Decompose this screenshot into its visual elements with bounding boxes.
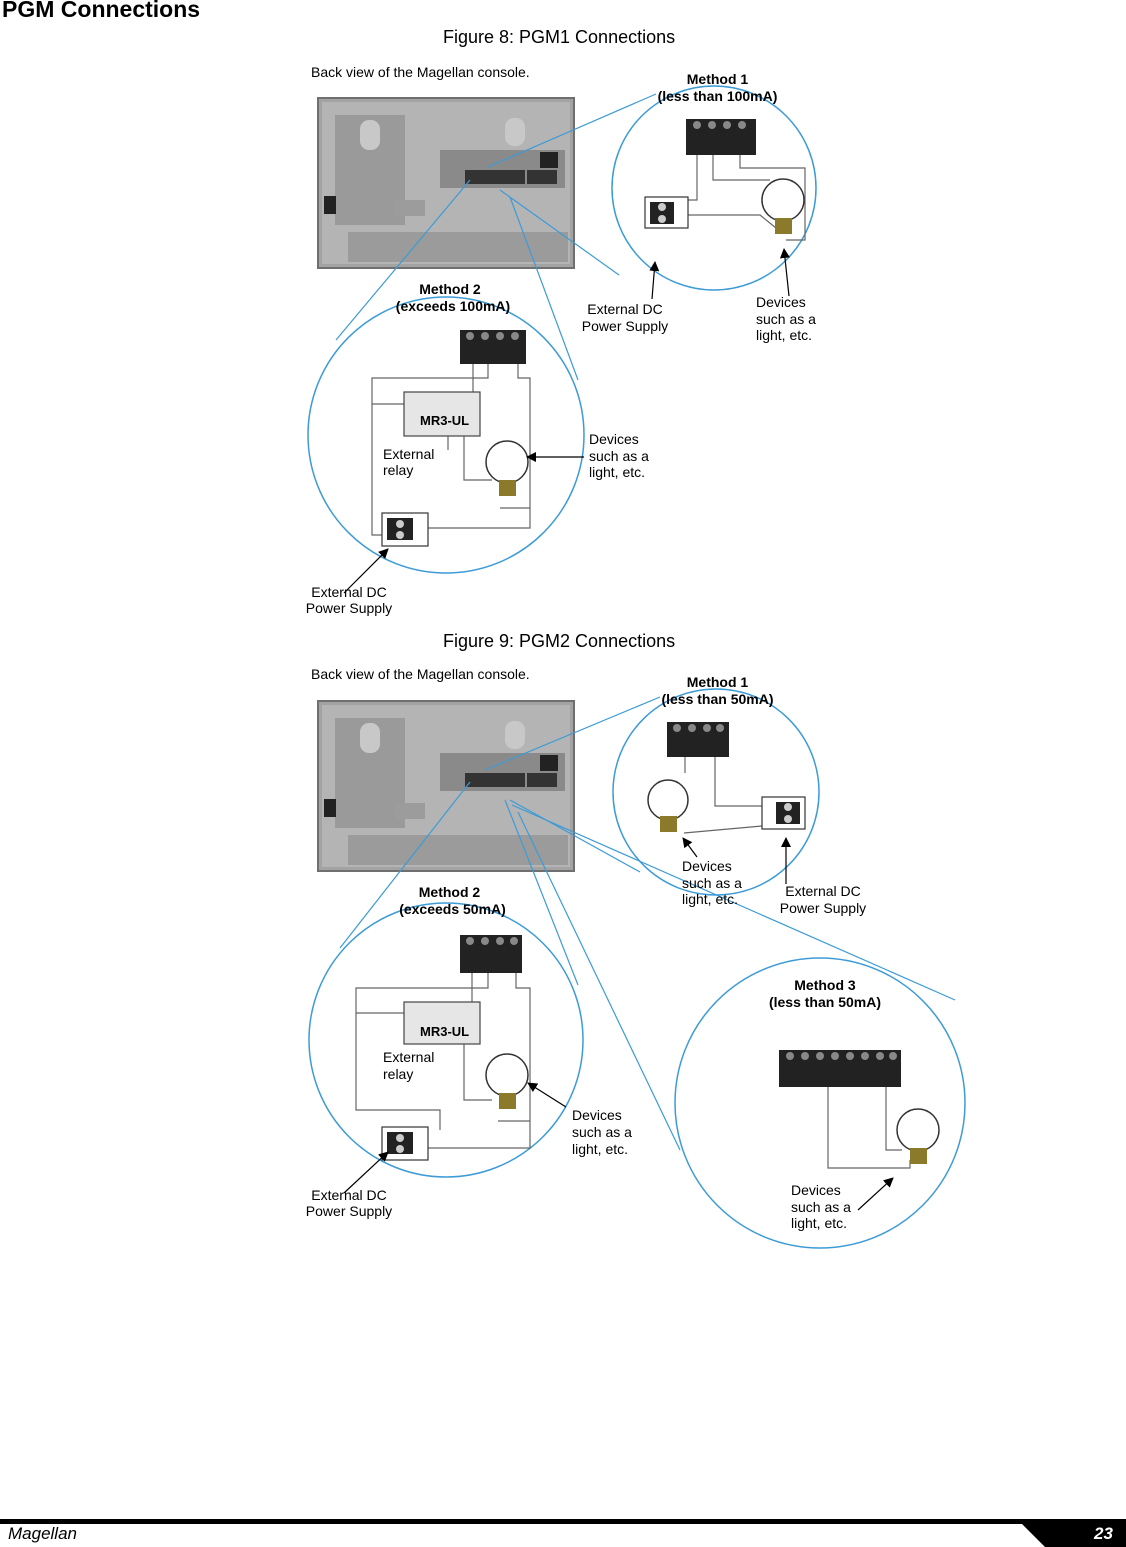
fig9-m1-light-bulb-icon bbox=[648, 780, 688, 832]
fig8-m2-devices-label-1: Devices bbox=[589, 431, 639, 447]
fig9-m1-terminal-block bbox=[667, 722, 729, 757]
figure-8-caption: Figure 8: PGM1 Connections bbox=[443, 27, 676, 47]
fig8-m2-light-bulb-icon bbox=[486, 441, 528, 496]
fig8-m2-ext-dc-label-1: External DC bbox=[311, 584, 387, 600]
fig8-m2-ext-dc-label-2: Power Supply bbox=[305, 600, 393, 616]
fig9-relay-label-2: relay bbox=[383, 1066, 414, 1082]
fig8-relay-label-2: relay bbox=[383, 462, 414, 478]
fig9-m2-terminal-block bbox=[460, 935, 522, 973]
fig9-method2-title: Method 2 bbox=[418, 884, 481, 900]
fig9-m2-ext-dc-label-1: External DC bbox=[311, 1187, 387, 1203]
fig9-m1-dc-supply-icon bbox=[762, 797, 805, 829]
fig9-m2-light-bulb-icon bbox=[486, 1054, 528, 1109]
fig9-m2-ext-dc-label-2: Power Supply bbox=[305, 1203, 393, 1219]
fig9-m1-devices-label-2: such as a bbox=[682, 875, 742, 891]
fig8-console-back-image bbox=[318, 98, 574, 268]
fig9-m1-ext-dc-label-2: Power Supply bbox=[779, 900, 867, 916]
section-title: PGM Connections bbox=[2, 0, 201, 22]
fig9-m2-devices-label-2: such as a bbox=[572, 1124, 632, 1140]
fig8-m1-ext-dc-label-1: External DC bbox=[587, 301, 663, 317]
fig9-m2-devices-label-3: light, etc. bbox=[572, 1141, 629, 1157]
fig9-m1-devices-label-1: Devices bbox=[682, 858, 732, 874]
fig8-m1-devices-label-1: Devices bbox=[756, 294, 806, 310]
fig9-method3-subtitle: (less than 50mA) bbox=[768, 994, 882, 1010]
fig9-method1-title: Method 1 bbox=[686, 674, 749, 690]
fig9-method1-subtitle: (less than 50mA) bbox=[661, 691, 774, 707]
fig9-m3-devices-label-3: light, etc. bbox=[791, 1215, 848, 1231]
fig8-relay-model: MR3-UL bbox=[420, 413, 470, 428]
fig9-m3-devices-label-1: Devices bbox=[791, 1182, 841, 1198]
fig9-m2-dc-supply-icon bbox=[382, 1127, 428, 1160]
fig9-back-view-label: Back view of the Magellan console. bbox=[311, 666, 530, 682]
fig8-m1-ext-dc-label-2: Power Supply bbox=[581, 318, 669, 334]
footer-rule bbox=[0, 1519, 1126, 1524]
fig8-m1-devices-label-3: light, etc. bbox=[756, 327, 813, 343]
fig8-m2-terminal-block bbox=[460, 330, 526, 364]
fig8-relay-label-1: External bbox=[383, 446, 435, 462]
fig9-relay-label-1: External bbox=[383, 1049, 435, 1065]
figure-9-caption: Figure 9: PGM2 Connections bbox=[443, 631, 676, 651]
fig9-m2-devices-label-1: Devices bbox=[572, 1107, 622, 1123]
fig8-m1-devices-label-2: such as a bbox=[756, 311, 816, 327]
fig8-m2-devices-label-3: light, etc. bbox=[589, 464, 646, 480]
fig9-m3-terminal-block bbox=[779, 1050, 901, 1087]
page-number: 23 bbox=[1094, 1524, 1113, 1543]
fig9-m1-ext-dc-label-1: External DC bbox=[785, 883, 861, 899]
fig9-console-back-image bbox=[318, 701, 574, 871]
fig9-method2-subtitle: (exceeds 50mA) bbox=[399, 901, 506, 917]
fig9-m1-devices-label-3: light, etc. bbox=[682, 891, 739, 907]
fig8-method2-subtitle: (exceeds 100mA) bbox=[395, 298, 511, 314]
fig9-m3-light-bulb-icon bbox=[897, 1109, 939, 1164]
fig8-m2-devices-label-2: such as a bbox=[589, 448, 649, 464]
fig8-back-view-label: Back view of the Magellan console. bbox=[311, 64, 530, 80]
fig8-method2-title: Method 2 bbox=[419, 281, 481, 297]
fig8-m1-light-bulb-icon bbox=[762, 179, 804, 234]
fig8-m2-dc-supply-icon bbox=[382, 513, 428, 546]
fig9-method3-title: Method 3 bbox=[794, 977, 856, 993]
fig9-m3-devices-label-2: such as a bbox=[791, 1199, 851, 1215]
fig8-method1-subtitle: (less than 100mA) bbox=[657, 88, 778, 104]
fig8-method1-title: Method 1 bbox=[686, 71, 749, 87]
fig8-m1-dc-supply-icon bbox=[645, 197, 688, 228]
fig9-relay-model: MR3-UL bbox=[420, 1024, 470, 1039]
footer-product-name: Magellan bbox=[8, 1524, 77, 1543]
fig8-m1-terminal-block bbox=[686, 119, 756, 155]
